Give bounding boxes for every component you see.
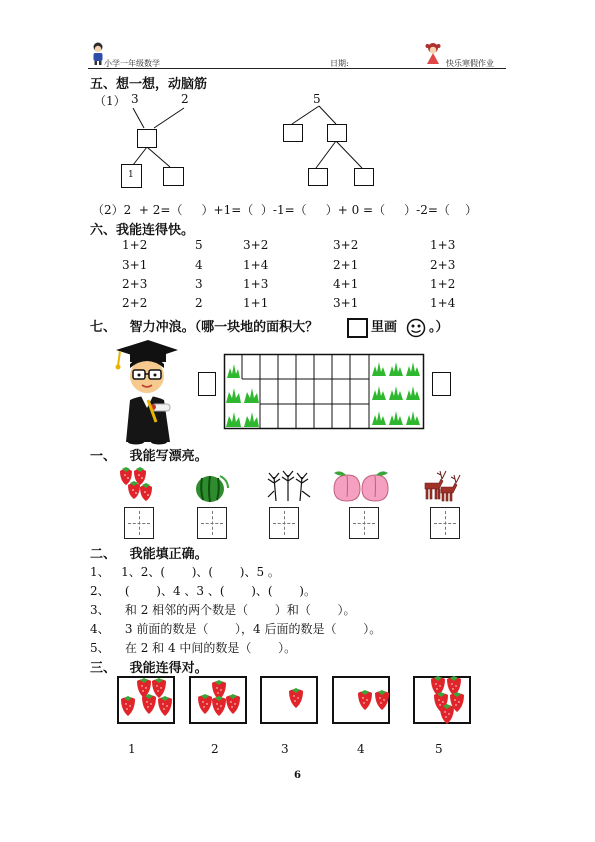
fill-question-5: 5、 在 2 和 4 中间的数是（ ）。	[90, 641, 297, 655]
connect-number-4: 4	[357, 742, 365, 756]
match-col5-row3: 1+2	[430, 277, 456, 291]
sectionA-title: 一、 我能写漂亮。	[90, 449, 208, 464]
tree1-top-left: 3	[131, 92, 139, 106]
connect-number-1: 1	[128, 742, 136, 756]
section7-title: 七、 智力冲浪。（哪一块地的面积大？	[90, 320, 319, 335]
match-col3-row3: 1+3	[243, 277, 269, 291]
fill-question-4: 4、 3 前面的数是（ ），4 后面的数是（ ）。	[90, 622, 382, 636]
match-col5-row2: 2+3	[430, 258, 456, 272]
match-col2-row1: 5	[195, 238, 203, 252]
sectionB-title: 二、 我能填正确。	[90, 547, 208, 562]
match-col4-row3: 4+1	[333, 277, 359, 291]
header-date-label: 日期:	[330, 59, 349, 68]
match-col2-row2: 4	[195, 258, 203, 272]
match-col4-row2: 2+1	[333, 258, 359, 272]
fill-question-3: 3、 和 2 相邻的两个数是（ ）和（ ）。	[90, 603, 356, 617]
match-col1-row3: 2+3	[122, 277, 148, 291]
fill-question-1: 1、 1、2、( )、( )、5 。	[90, 565, 280, 579]
match-col2-row4: 2	[195, 296, 203, 310]
match-col1-row4: 2+2	[122, 296, 148, 310]
section5-p1-label: （1）	[94, 94, 126, 108]
match-col3-row4: 1+1	[243, 296, 269, 310]
match-col1-row2: 3+1	[122, 258, 148, 272]
connect-number-5: 5	[435, 742, 443, 756]
header-title: 快乐寒假作业	[446, 59, 494, 68]
sectionC-title: 三、 我能连得对。	[90, 661, 208, 676]
match-col4-row4: 3+1	[333, 296, 359, 310]
match-col3-row2: 1+4	[243, 258, 269, 272]
section7-title-end: 。）	[429, 320, 449, 335]
match-col1-row1: 1+2	[122, 238, 148, 252]
header-subject: 小学一年级数学	[104, 59, 160, 68]
section5-p2-equation: （2）2 + 2=（ ）+1=（ ）-1=（ ）+ 0 =（ ）-2=（ ）	[92, 203, 478, 217]
tree1-bottom-left-value: 1	[128, 170, 134, 180]
match-col5-row4: 1+4	[430, 296, 456, 310]
match-col5-row1: 1+3	[430, 238, 456, 252]
connect-number-2: 2	[211, 742, 219, 756]
section7-title-draw: 里画	[371, 320, 398, 335]
page-number: 6	[294, 770, 301, 781]
section6-title: 六、我能连得快。	[90, 223, 195, 238]
connect-number-3: 3	[281, 742, 289, 756]
fill-question-2: 2、 ( )、4 、3 、( )、( )。	[90, 584, 316, 598]
section5-title: 五、想一想，动脑筋	[90, 77, 208, 92]
tree1-top-right: 2	[181, 92, 189, 106]
tree2-top: 5	[313, 92, 321, 106]
match-col2-row3: 3	[195, 277, 203, 291]
match-col4-row1: 3+2	[333, 238, 359, 252]
match-col3-row1: 3+2	[243, 238, 269, 252]
